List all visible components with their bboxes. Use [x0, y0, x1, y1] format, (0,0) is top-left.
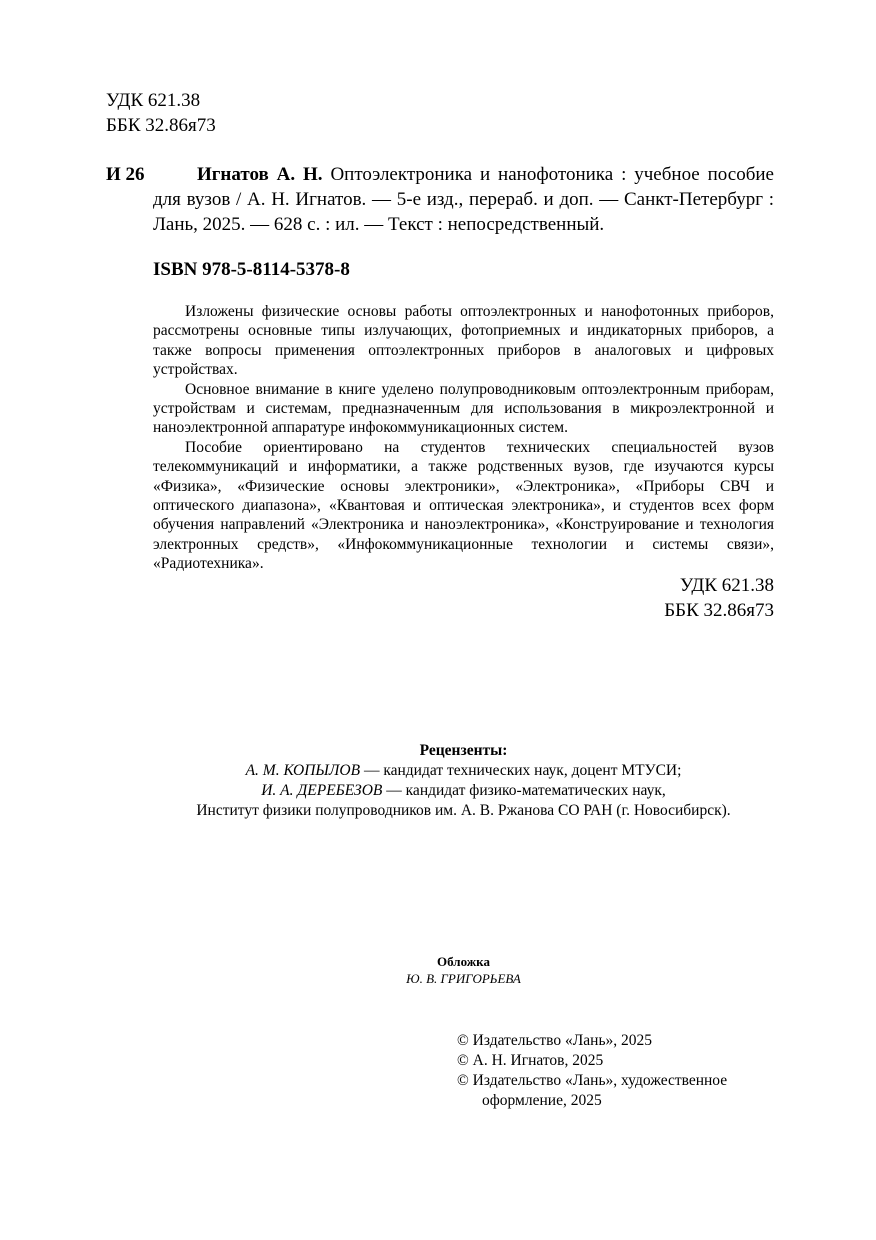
isbn: ISBN 978-5-8114-5378-8 [153, 259, 350, 280]
reviewer-2-organization: Институт физики полупроводников им. А. В. Ржанова СО РАН (г. Новосибирск). [196, 802, 731, 819]
udk-code: УДК 621.38 [106, 90, 201, 111]
classification-top [106, 88, 216, 138]
classification-bottom [664, 573, 774, 623]
author-mark: И 26 [106, 164, 145, 185]
abstract-paragraph: Изложены физические основы работы оптоэлектронных и нанофотонных приборов, рассмотрены основные типы излучающих, фотоприемных и индикаторных приборов, а также вопросы применения оптоэлектронных приборов в аналоговых и цифровых устройствах. [153, 303, 774, 379]
cover-credit [153, 953, 774, 987]
copyright-line: © Издательство «Лань», художественное [457, 1072, 728, 1089]
reviewers-block [153, 741, 774, 821]
bbk-code: ББК 32.86я73 [664, 600, 774, 621]
abstract-paragraph: Пособие ориентировано на студентов технических специальностей вузов телекоммуникаций и информатики, а также родственных вузов, где изучаются курсы «Физика», «Физические основы электроники», «Электроника», «Приборы СВЧ и оптического диапазона», «Квантовая и оптическая электроника», и студентов всех форм обучения направлений «Электроника и наноэлектроника», «Конструирование и технология электронных средств», «Инфокоммуникационные технологии и системы связи», «Радиотехника». [153, 438, 774, 573]
abstract [153, 302, 774, 574]
reviewer-1 [153, 761, 774, 781]
author-name: Игнатов А. Н. [197, 164, 323, 185]
copyright-block [457, 1031, 727, 1111]
reviewers-heading: Рецензенты: [419, 742, 508, 759]
title-description: Оптоэлектроника и нанофотоника : учебное пособие для вузов / А. Н. Игнатов. — 5-е изд., перераб. и доп. — Санкт-Петербург : Лань, 2025. — 628 с. : ил. — Текст : непосредственный. [153, 164, 774, 235]
reviewer-1-name: А. М. КОПЫЛОВ [245, 762, 361, 779]
bbk-code: ББК 32.86я73 [106, 115, 216, 136]
copyright-line: © А. Н. Игнатов, 2025 [457, 1052, 604, 1069]
reviewer-2-name: И. А. ДЕРЕБЕЗОВ [261, 782, 383, 799]
reviewer-2 [153, 781, 774, 801]
cover-heading: Обложка [437, 954, 490, 969]
udk-code: УДК 621.38 [679, 575, 774, 596]
abstract-paragraph: Основное внимание в книге уделено полупроводниковым оптоэлектронным приборам, устройствам и системам, предназначенным для использования в микроэлектронной и наноэлектронной аппаратуре инфокоммуникационных систем. [153, 380, 774, 437]
reviewer-2-title: — кандидат физико-математических наук, [382, 782, 666, 799]
catalog-entry [106, 162, 774, 237]
copyright-line-continuation: оформление, 2025 [482, 1092, 602, 1109]
cover-designer: Ю. В. ГРИГОРЬЕВА [406, 971, 521, 986]
bibliographic-description [153, 162, 774, 237]
reviewer-1-title: — кандидат технических наук, доцент МТУСИ; [360, 762, 682, 779]
copyright-line: © Издательство «Лань», 2025 [457, 1032, 653, 1049]
